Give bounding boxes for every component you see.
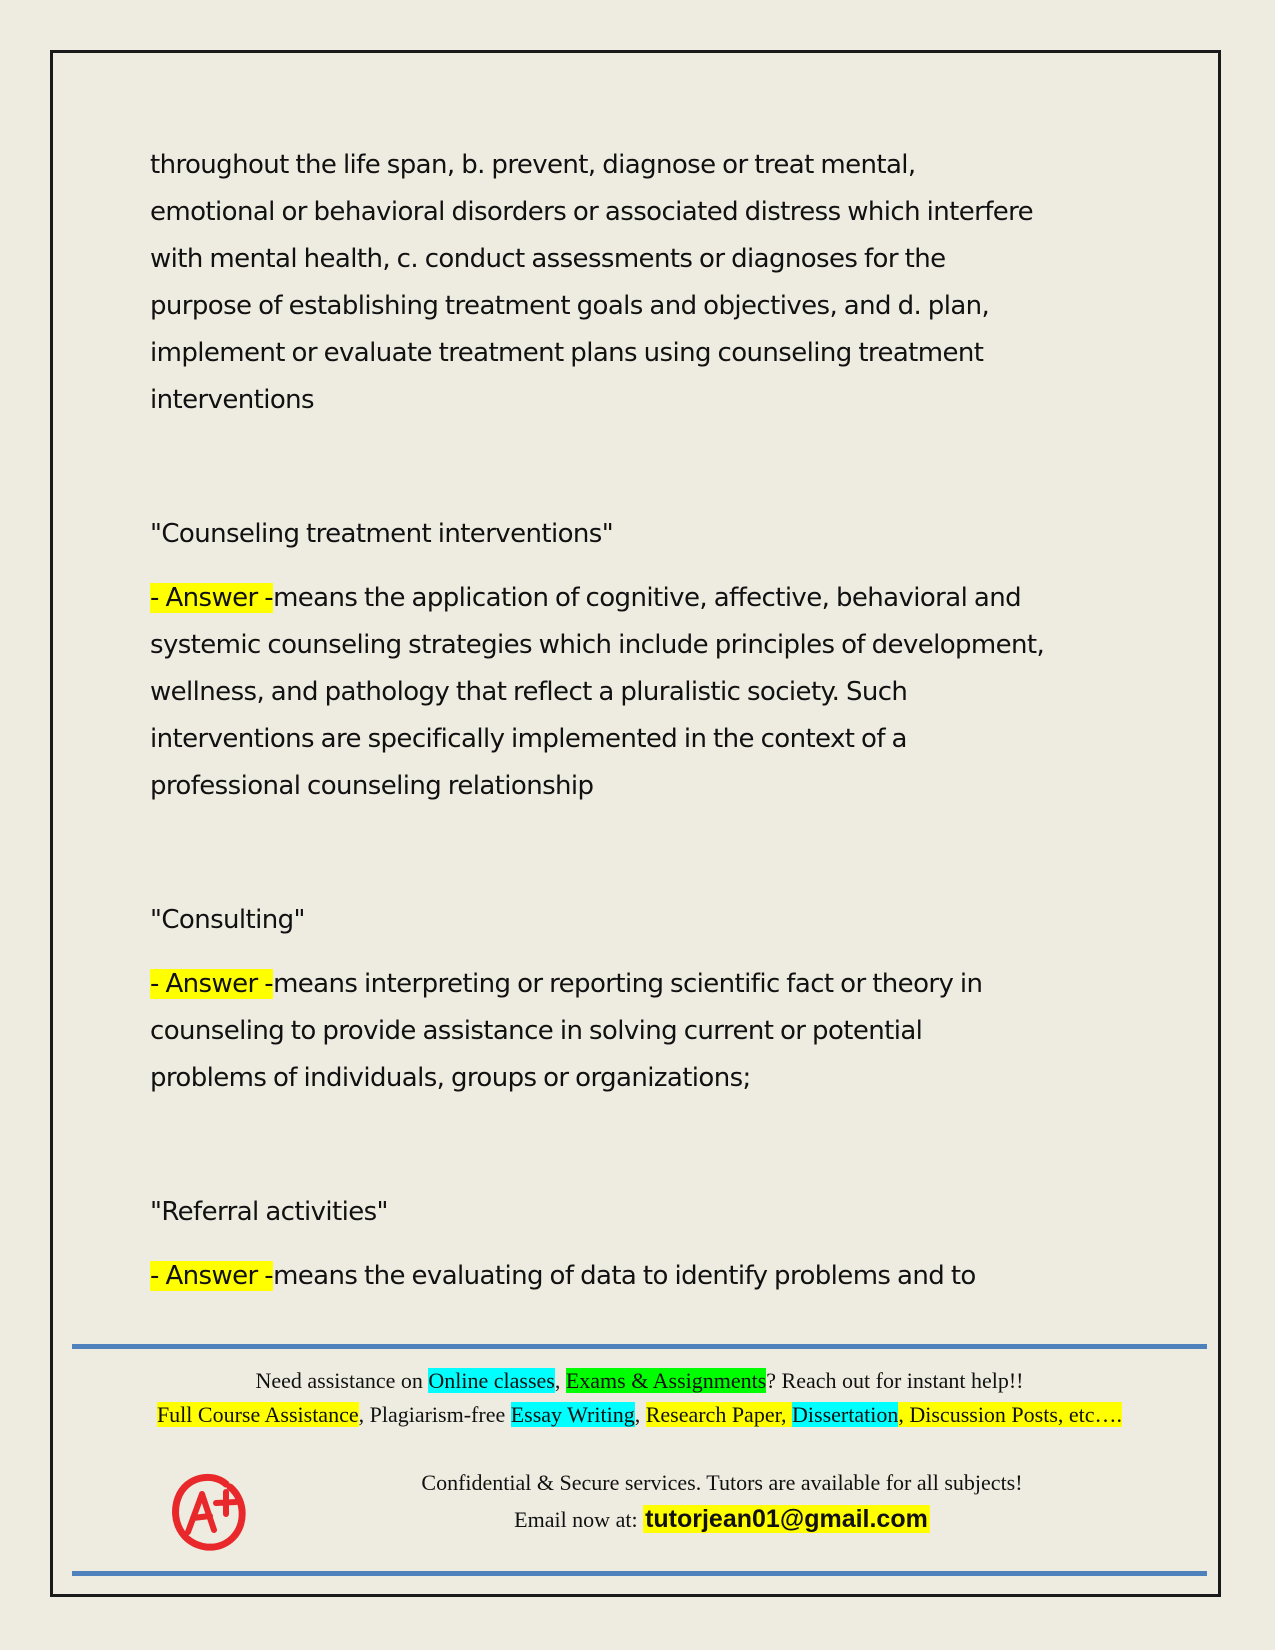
intro-paragraph: [150, 142, 1150, 424]
text-line: interventions are specifically implemented in the context of a: [150, 724, 907, 754]
text-line: purpose of establishing treatment goals and objectives, and d. plan,: [150, 291, 990, 321]
essay-writing-highlight: Essay Writing: [510, 1402, 635, 1427]
text-line: with mental health, c. conduct assessments or diagnoses for the: [150, 244, 946, 274]
a-plus-grade-icon: [168, 1470, 250, 1552]
email-label: Email now at:: [514, 1507, 644, 1532]
promo-text: , Plagiarism-free: [358, 1402, 511, 1427]
answer-paragraph: [150, 961, 1150, 1102]
full-course-highlight: Full Course Assistance: [156, 1402, 359, 1427]
text-line: throughout the life span, b. prevent, diagnose or treat mental,: [150, 150, 916, 180]
footer-contact: [222, 1466, 1222, 1537]
email-line: [222, 1502, 1222, 1537]
promo-line-2: [72, 1398, 1207, 1432]
dissertation-highlight: Dissertation: [792, 1402, 899, 1427]
text-line: wellness, and pathology that reflect a pluralistic society. Such: [150, 677, 908, 707]
text-line: problems of individuals, groups or organizations;: [150, 1063, 751, 1093]
promo-text: ,: [554, 1368, 566, 1393]
answer-label: - Answer -: [150, 583, 274, 613]
logo-text: A+: [168, 1470, 170, 1471]
research-paper-highlight: Research Paper,: [645, 1402, 793, 1427]
text-line: implement or evaluate treatment plans using counseling treatment: [150, 338, 984, 368]
exams-highlight: Exams & Assignments: [565, 1368, 767, 1393]
answer-paragraph: [150, 575, 1150, 810]
online-classes-highlight: Online classes: [428, 1368, 555, 1393]
footer-promo: [72, 1364, 1207, 1432]
text-line: systemic counseling strategies which include principles of development,: [150, 630, 1045, 660]
discussion-posts-highlight: , Discussion Posts, etc….: [898, 1402, 1123, 1427]
promo-text: ,: [634, 1402, 646, 1427]
footer-divider-bottom: [72, 1571, 1207, 1576]
promo-line-1: [72, 1364, 1207, 1398]
footer-divider-top: [72, 1344, 1207, 1349]
promo-text: Need assistance on: [255, 1368, 429, 1393]
text-line: interventions: [150, 385, 314, 415]
text-line: means interpreting or reporting scientific fact or theory in: [273, 969, 983, 999]
term-heading: "Referral activities": [150, 1197, 388, 1227]
term-heading: "Consulting": [150, 905, 305, 935]
text-line: professional counseling relationship: [150, 771, 594, 801]
promo-text: ? Reach out for instant help!!: [766, 1368, 1024, 1393]
answer-label: - Answer -: [150, 969, 274, 999]
text-line: means the evaluating of data to identify problems and to: [273, 1261, 976, 1291]
text-line: emotional or behavioral disorders or associated distress which interfere: [150, 197, 1034, 227]
document-body: [150, 142, 1150, 1300]
text-line: means the application of cognitive, affective, behavioral and: [273, 583, 1022, 613]
answer-paragraph: [150, 1253, 1150, 1300]
confidential-text: Confidential & Secure services. Tutors are available for all subjects!: [421, 1470, 1023, 1495]
answer-label: - Answer -: [150, 1261, 274, 1291]
term-heading: "Counseling treatment interventions": [150, 519, 614, 549]
email-link[interactable]: tutorjean01@gmail.com: [645, 1505, 928, 1533]
text-line: counseling to provide assistance in solving current or potential: [150, 1016, 923, 1046]
